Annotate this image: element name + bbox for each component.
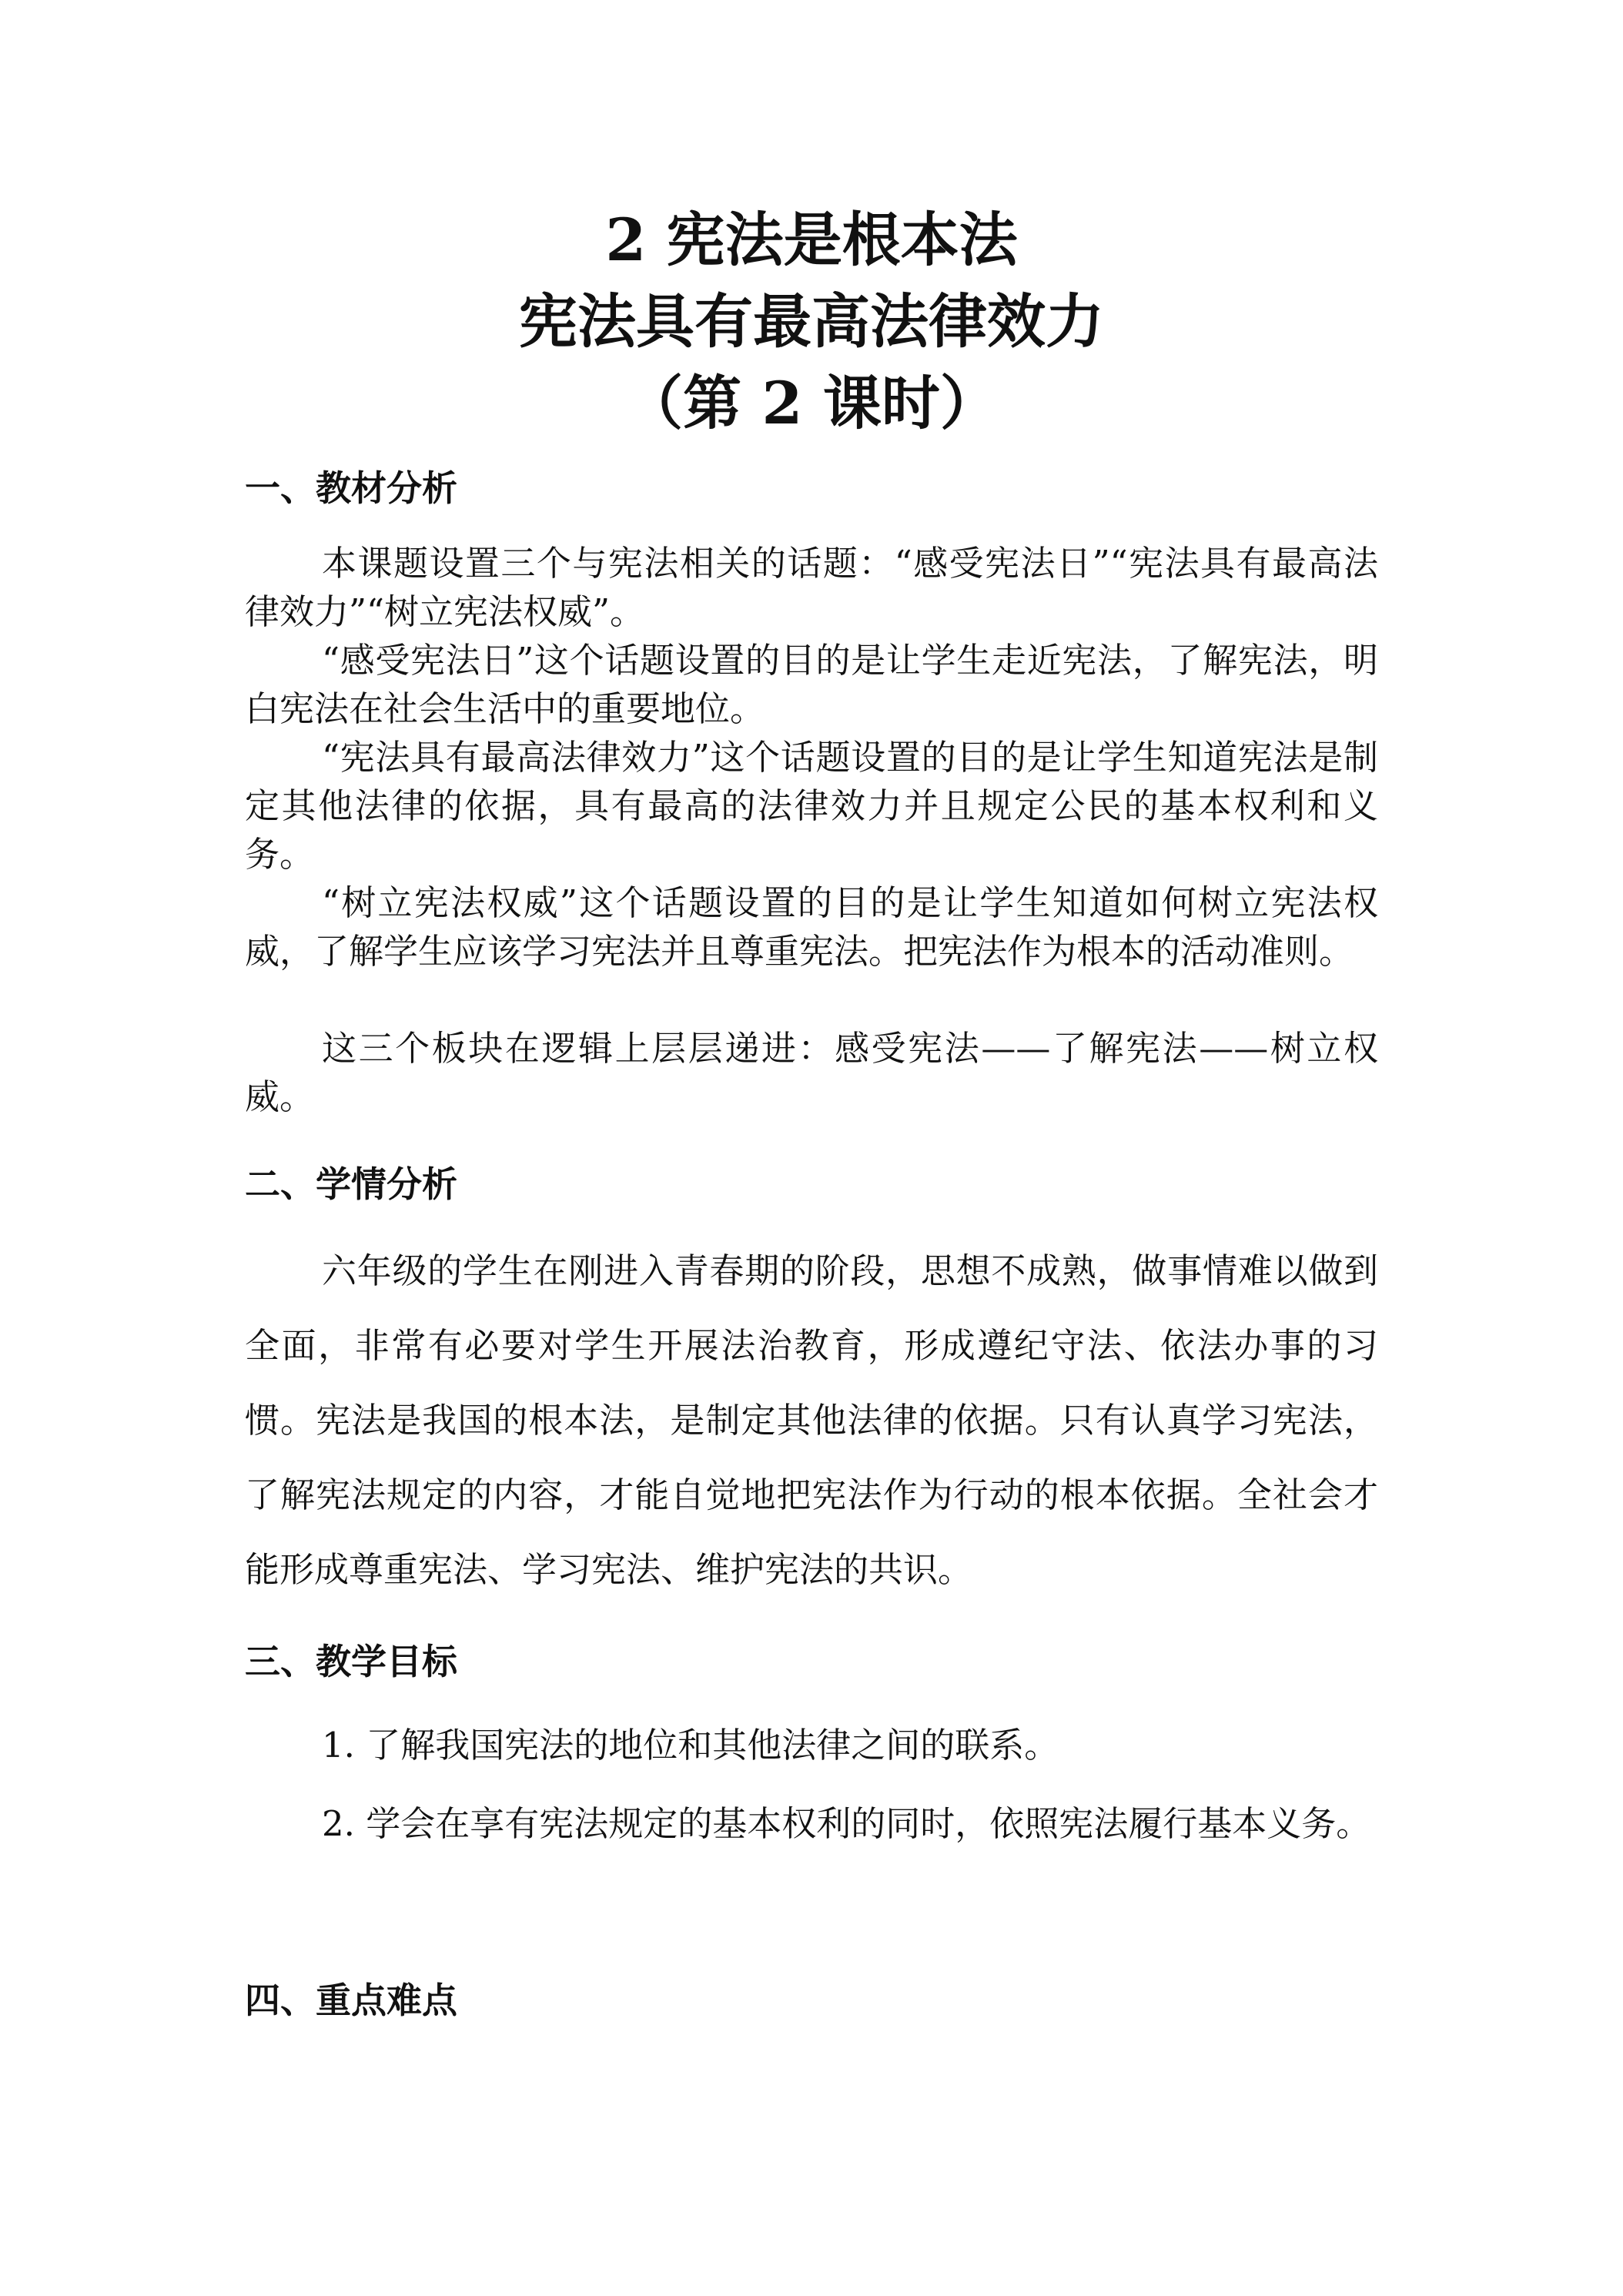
section-heading-teaching-goals: 三、教学目标: [245, 1641, 457, 1682]
section-heading-key-points: 四、重点难点: [245, 1980, 457, 2021]
paragraph: 本课题设置三个与宪法相关的话题：“感受宪法日”“宪法具有最高法律效力”“树立宪法权威”。: [245, 543, 1378, 632]
paragraph: “宪法具有最高法律效力”这个话题设置的目的是让学生知道宪法是制定其他法律的依据，具有最高的法律效力并且规定公民的基本权利和义务。: [245, 737, 1378, 875]
lesson-period: （第 2 课时）: [624, 369, 999, 437]
lesson-title: 2 宪法是根本法: [605, 206, 1018, 274]
section-heading-student-analysis: 二、学情分析: [245, 1163, 457, 1205]
paragraph: 六年级的学生在刚进入青春期的阶段，思想不成熟，做事情难以做到全面，非常有必要对学生开展法治教育，形成遵纪守法、依法办事的习惯。宪法是我国的根本法，是制定其他法律的依据。只有认真学习宪法，了解宪法规定的内容，才能自觉地把宪法作为行动的根本依据。全社会才能形成尊重宪法、学习宪法、维护宪法的共识。: [245, 1250, 1378, 1590]
paragraph: “树立宪法权威”这个话题设置的目的是让学生知道如何树立宪法权威，了解学生应该学习宪法并且尊重宪法。把宪法作为根本的活动准则。: [245, 882, 1378, 972]
list-item: 1. 了解我国宪法的地位和其他法律之间的联系。: [322, 1725, 1059, 1766]
paragraph: 这三个板块在逻辑上层层递进：感受宪法——了解宪法——树立权威。: [245, 1028, 1378, 1117]
lesson-subtitle: 宪法具有最高法律效力: [519, 287, 1104, 356]
list-item: 2. 学会在享有宪法规定的基本权利的同时，依照宪法履行基本义务。: [322, 1803, 1371, 1844]
paragraph: “感受宪法日”这个话题设置的目的是让学生走近宪法，了解宪法，明白宪法在社会生活中的重要地位。: [245, 640, 1378, 729]
section-heading-textbook-analysis: 一、教材分析: [245, 467, 457, 509]
